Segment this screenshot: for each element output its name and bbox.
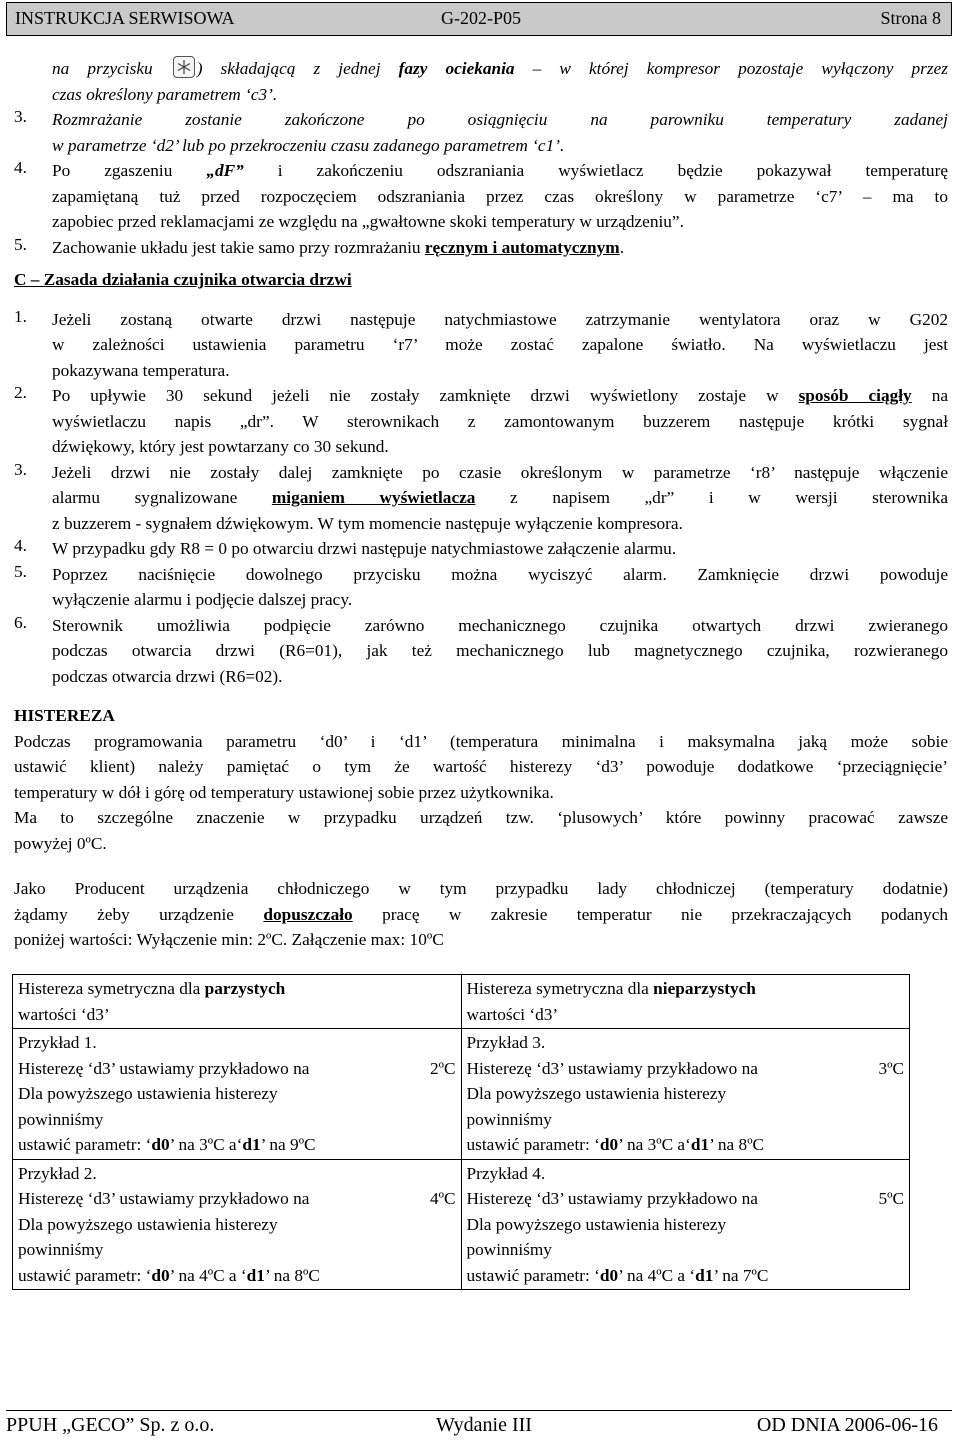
table-cell-left-head: Histereza symetryczna dla parzystych wartości ‘d3’ — [13, 975, 462, 1029]
table-cell-example-1: Przykład 1. Histerezę ‘d3’ ustawiamy przykładowo na 2ºC Dla powyższego ustawienia histerezy powinniśmy ustawić parametr: ‘d0’ na 3ºC a‘d1’ na 9ºC — [13, 1029, 462, 1160]
intro-line-1: na przycisku ) składającą z jednej fazy ociekania – w której kompresor pozostaje wyłączony przez — [52, 56, 948, 82]
histereza-paragraph-2: Ma to szczególne znaczenie w przypadku urządzeń tzw. ‘plusowych’ które powinny pracować zawsze powyżej 0ºC. — [14, 808, 948, 853]
table-cell-right-head: Histereza symetryczna dla nieparzystych wartości ‘d3’ — [461, 975, 910, 1029]
footer-edition: Wydanie III — [436, 1414, 532, 1436]
intro-line-2: czas określony parametrem ‘c3’. — [52, 84, 278, 104]
table-cell-example-2: Przykład 2. Histerezę ‘d3’ ustawiamy przykładowo na 4ºC Dla powyższego ustawienia histerezy powinniśmy ustawić parametr: ‘d0’ na 4ºC a ‘d1’ na 8ºC — [13, 1159, 462, 1290]
footer-date: OD DNIA 2006-06-16 — [756, 1414, 938, 1436]
table-cell-example-4: Przykład 4. Histerezę ‘d3’ ustawiamy przykładowo na 5ºC Dla powyższego ustawienia histerezy powinniśmy ustawić parametr: ‘d0’ na 4ºC a ‘d1’ na 7ºC — [461, 1159, 910, 1290]
section-c-title: C – Zasada działania czujnika otwarcia drzwi — [14, 270, 352, 289]
histereza-paragraph-1: Podczas programowania parametru ‘d0’ i ‘d1’ (temperatura minimalna i maksymalna jaką może sobie ustawić klient) należy pamiętać o tym że wartość histerezy ‘d3’ powoduje dodatkowe ‘przeciągnięcie’ temperatury w dół i górę od temperatury ustawionej sobie przez użytkownika. — [14, 731, 948, 802]
hysteresis-table — [12, 974, 910, 1290]
intro-paragraph — [14, 56, 948, 107]
snowflake-button-icon — [173, 56, 195, 78]
list-item: 3. Jeżeli drzwi nie zostały dalej zamknięte po czasie określonym w parametrze ‘r8’ następuje włączenie alarmu sygnalizowane miganiem wyświetlacza z napisem „dr” i w wersji sterownika z buzzerem - sygnałem dźwiękowym. W tym momencie następuje wyłączenie kompresora. — [14, 459, 948, 533]
table-row — [13, 975, 910, 1029]
table-cell-example-3: Przykład 3. Histerezę ‘d3’ ustawiamy przykładowo na 3ºC Dla powyższego ustawienia histerezy powinniśmy ustawić parametr: ‘d0’ na 3ºC a‘d1’ na 8ºC — [461, 1029, 910, 1160]
histereza-paragraph-3: Jako Producent urządzenia chłodniczego w tym przypadku lady chłodniczej (temperatury dodatnie) żądamy żeby urządzenie dopuszczało pracę w zakresie temperatur nie przekraczających podanych poniżej wartości: Wyłączenie min: 2ºC. Załączenie max: 10ºC — [14, 879, 949, 949]
list-item: 2. Po upływie 30 sekund jeżeli nie zostały zamknięte drzwi wyświetlony zostaje w sposób ciągły na wyświetlaczu napis „dr”. W sterownikach z zamontowanym buzzerem następuje krótki sygnał dźwiękowy, który jest powtarzany co 30 sekund. — [14, 383, 948, 456]
page-content — [14, 56, 948, 953]
list-item: 6. Sterownik umożliwia podpięcie zarówno mechanicznego czujnika otwartych drzwi zwieranego podczas otwarcia drzwi (R6=01), jak też mechanicznego lub magnetycznego czujnika, rozwieranego podczas otwarcia drzwi (R6=02). — [14, 612, 948, 686]
list-item: 5. Poprzez naciśnięcie dowolnego przycisku można wyciszyć alarm. Zamknięcie drzwi powoduje wyłączenie alarmu i podjęcie dalszej pracy. — [14, 561, 948, 609]
list-item: 3. Rozmrażanie zostanie zakończone po osiągnięciu na parowniku temperatury zadanej w parametrze ‘d2’ lub po przekroczeniu czasu zadanego parametrem ‘c1’. — [14, 107, 948, 155]
header-page-number: Strona 8 — [880, 8, 941, 28]
table-row — [13, 1159, 910, 1290]
list-item: 5. Zachowanie układu jest takie samo przy rozmrażaniu ręcznym i automatycznym. — [14, 234, 625, 257]
page-footer — [6, 1410, 952, 1438]
table-row — [13, 1029, 910, 1160]
header-title: INSTRUKCJA SERWISOWA — [15, 8, 235, 28]
list-item: 1. Jeżeli zostaną otwarte drzwi następuje natychmiastowe zatrzymanie wentylatora oraz w G202 w zależności ustawienia parametru ‘r7’ może zostać zapalone światło. Na wyświetlaczu jest pokazywana temperatura. — [14, 306, 948, 380]
footer-company: PPUH „GECO” Sp. z o.o. — [6, 1414, 215, 1436]
list-item: 4. Po zgaszeniu „dF” i zakończeniu odszraniania wyświetlacz będzie pokazywał temperaturę zapamiętaną tuż przed rozpoczęciem odszraniania przez czas określony w parametrze ‘c7’ – ma to zapobiec przed reklamacjami ze względu na „gwałtowne skoki temperatury w urządzeniu”. — [14, 158, 948, 231]
header-doc-code: G-202-P05 — [441, 8, 521, 28]
histereza-title: HISTEREZA — [14, 706, 115, 725]
list-item: 4. W przypadku gdy R8 = 0 po otwarciu drzwi następuje natychmiastowe załączenie alarmu. — [14, 536, 677, 558]
page-header — [6, 2, 952, 36]
